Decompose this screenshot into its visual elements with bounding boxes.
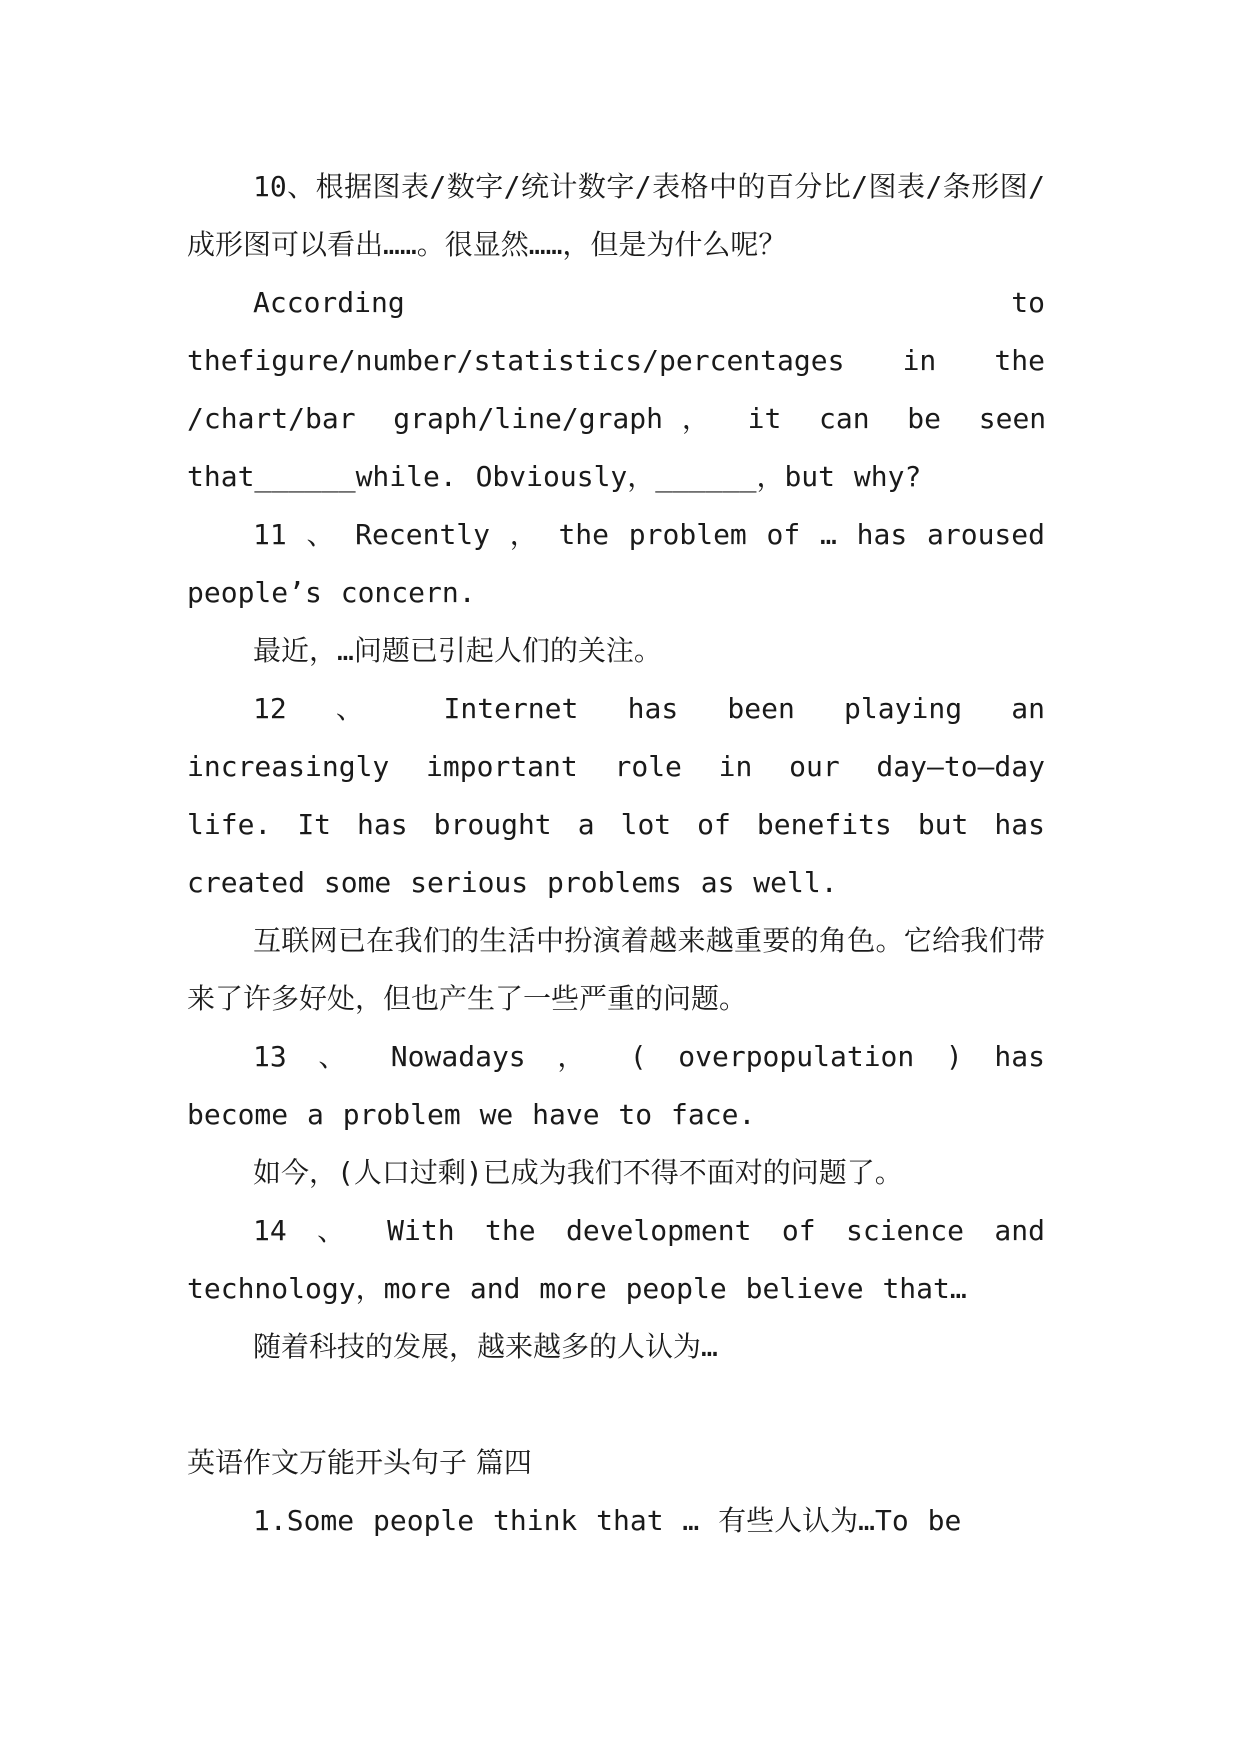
paragraph-10-english-line-1: According to [253,286,1045,319]
paragraph-10-english-line-3: /chart/bar graph/line/graph ， it can be seen [187,402,1047,435]
section-heading: 英语作文万能开头句子 篇四 [187,1446,532,1479]
paragraph-11-chinese: 最近，…问题已引起人们的关注。 [253,634,662,667]
paragraph-10-english-line-4: that______while. Obviously，______，but why? [187,460,922,493]
document-body [187,158,1045,1550]
paragraph-13-english: 13 、 Nowadays ， ( overpopulation ) has become a problem we have to face. [187,1040,1045,1131]
paragraph-10-chinese: 10、根据图表/数字/统计数字/表格中的百分比/图表/条形图/成形图可以看出……。很显然……，但是为什么呢？ [187,170,1045,261]
paragraph-12-english: 12 、 Internet has been playing an increasingly important role in our day—to—day life. It has brought a lot of benefits but has created some serious problems as well. [187,692,1045,899]
paragraph-14-english: 14 、 With the development of science and technology，more and more people believe that… [187,1214,1045,1305]
section-spacer [187,1376,1045,1434]
paragraph-1-mixed: 1.Some people think that … 有些人认为…To be [253,1504,962,1537]
paragraph-10-english-line-2: thefigure/number/statistics/percentages in the [187,344,1045,377]
paragraph-11-english: 11 、 Recently ， the problem of … has aroused people’s concern. [187,518,1045,609]
paragraph-13-chinese: 如今，(人口过剩)已成为我们不得不面对的问题了。 [253,1156,903,1189]
paragraph-14-chinese: 随着科技的发展，越来越多的人认为… [253,1330,718,1363]
paragraph-12-chinese: 互联网已在我们的生活中扮演着越来越重要的角色。它给我们带来了许多好处，但也产生了一些严重的问题。 [187,924,1045,1015]
